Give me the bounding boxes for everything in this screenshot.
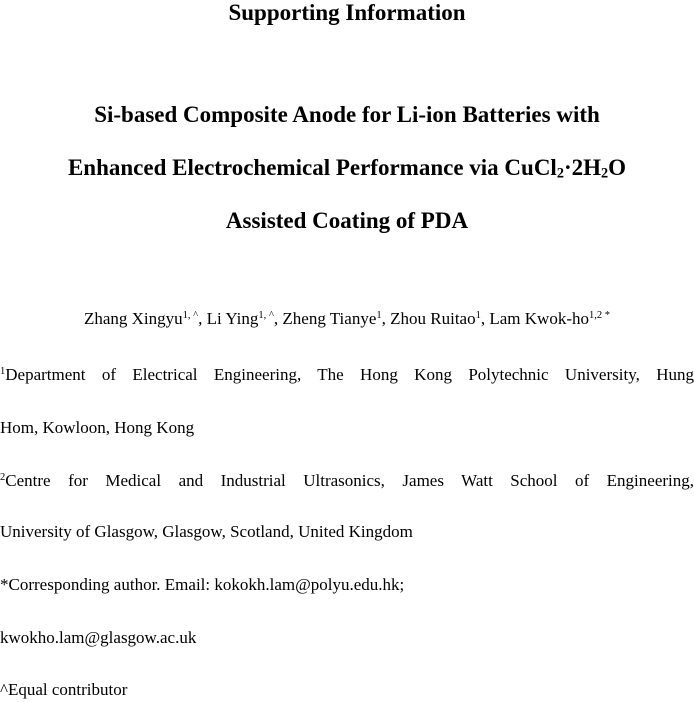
affiliation-1-line-2: Hom, Kowloon, Hong Kong <box>0 418 195 437</box>
author-separator: , <box>381 309 391 328</box>
supporting-information-heading: Supporting Information <box>228 0 466 25</box>
author-name: Zhang Xingyu <box>83 309 183 328</box>
author-separator: , <box>273 309 283 328</box>
affiliation-text: Department of Electrical Engineering, The Hong Kong Polytechnic University, Hung <box>5 365 694 384</box>
title-line-2-suffix: O <box>608 155 627 180</box>
author-name: Lam Kwok-ho <box>489 309 589 328</box>
affiliation-marker: 1 <box>0 366 6 378</box>
affiliation-text: Centre for Medical and Industrial Ultrasonics, James Watt School of Engineering, <box>5 471 694 490</box>
author-affiliation-marker: 1, ^ <box>182 310 199 322</box>
affiliation-marker: 2 <box>0 472 6 484</box>
author-affiliation-marker: 1 <box>475 310 481 322</box>
author-list <box>0 307 694 331</box>
affiliation-1-line-1 <box>0 363 694 387</box>
title-line-2-mid: ·2H <box>563 155 602 180</box>
equal-contributor-note: ^Equal contributor <box>0 680 128 699</box>
author-separator: , <box>480 309 490 328</box>
paper-title-line-3: Assisted Coating of PDA <box>225 208 469 233</box>
author-affiliation-marker: 1, ^ <box>258 310 274 322</box>
paper-title-line-1: Si-based Composite Anode for Li-ion Batteries with <box>94 102 600 127</box>
author-affiliation-marker: 1,2 * <box>589 310 611 322</box>
author-name: Zheng Tianye <box>282 309 377 328</box>
title-subscript-2: 2 <box>601 165 609 182</box>
author-name: Zhou Ruitao <box>390 309 476 328</box>
paper-title-line-2 <box>0 154 694 182</box>
corresponding-author-line-2: kwokho.lam@glasgow.ac.uk <box>0 628 197 647</box>
author-name: Li Ying <box>206 309 259 328</box>
author-separator: , <box>198 309 207 328</box>
author-affiliation-marker: 1 <box>376 310 382 322</box>
title-line-2-prefix: Enhanced Electrochemical Performance via CuCl <box>67 155 557 180</box>
corresponding-author-line-1: *Corresponding author. Email: kokokh.lam@polyu.edu.hk; <box>0 575 405 594</box>
affiliation-2-line-2: University of Glasgow, Glasgow, Scotland, United Kingdom <box>0 522 413 541</box>
affiliation-2-line-1 <box>0 469 694 493</box>
title-subscript-1: 2 <box>556 165 564 182</box>
